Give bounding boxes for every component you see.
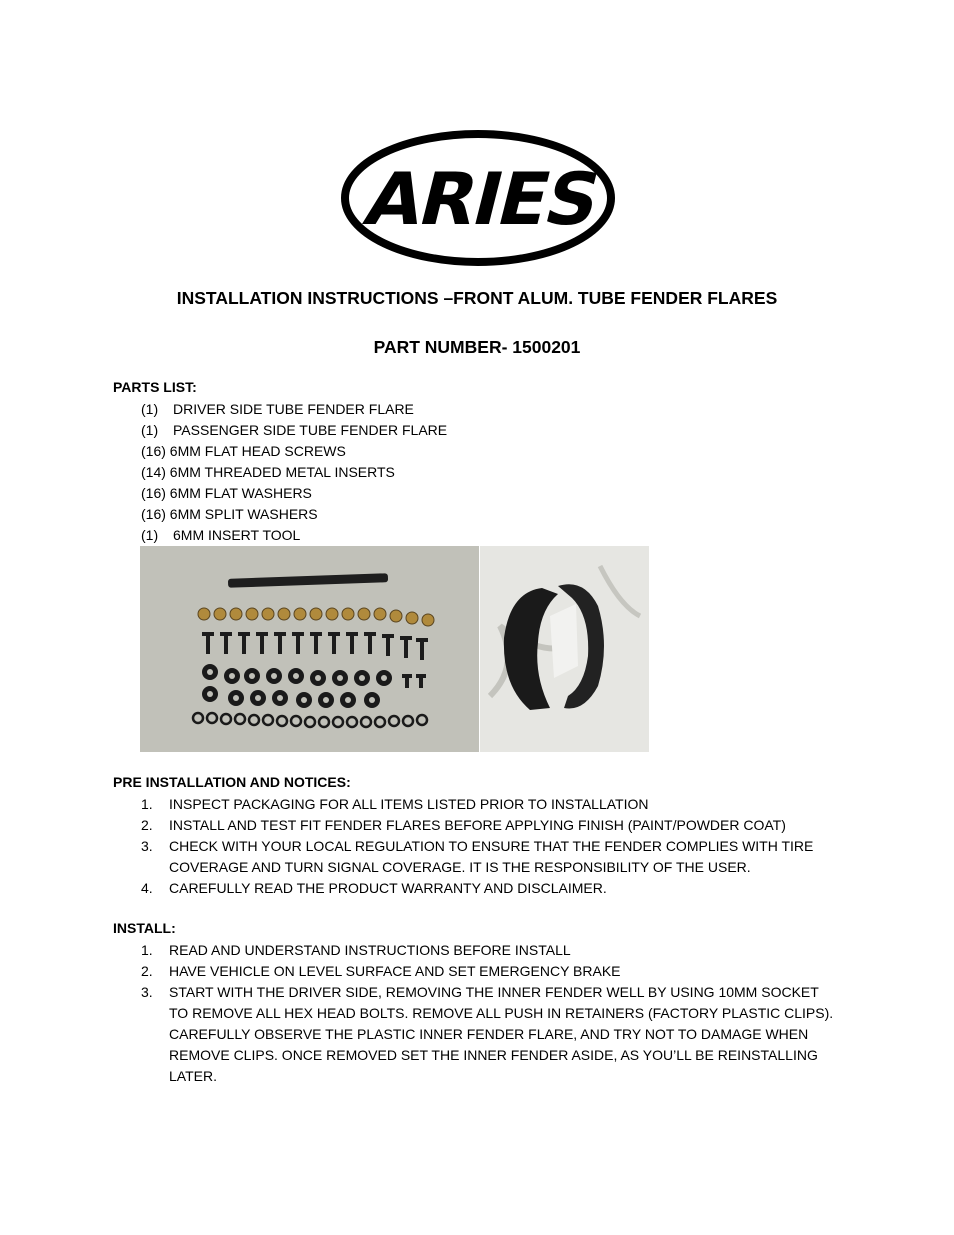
svg-text:ARIES: ARIES [357, 158, 608, 242]
parts-list [141, 399, 447, 546]
parts-list-heading: PARTS LIST: [113, 379, 197, 395]
fender-flare-photo [480, 546, 649, 752]
list-item: 2. INSTALL AND TEST FIT FENDER FLARES BEFORE APPLYING FINISH (PAINT/POWDER COAT) [141, 817, 786, 833]
list-item: 2. HAVE VEHICLE ON LEVEL SURFACE AND SET EMERGENCY BRAKE [141, 963, 621, 979]
list-item: (1) PASSENGER SIDE TUBE FENDER FLARE [141, 422, 448, 438]
document-title: INSTALLATION INSTRUCTIONS –FRONT ALUM. TUBE FENDER FLARES [176, 288, 778, 308]
part-number: PART NUMBER- 1500201 [373, 337, 581, 357]
pre-install-heading: PRE INSTALLATION AND NOTICES: [113, 774, 351, 790]
list-item: 1. READ AND UNDERSTAND INSTRUCTIONS BEFORE INSTALL [141, 942, 571, 958]
list-item: 3. START WITH THE DRIVER SIDE, REMOVING THE INNER FENDER WELL BY USING 10MM SOCKET TO REMOVE ALL HEX HEAD BOLTS. REMOVE ALL PUSH IN RETAINERS (FACTORY PLASTIC CLIPS). CAREFULLY OBSERVE THE PLASTIC INNER FENDER FLARE, AND TRY NOT TO DAMAGE WHEN REMOVE CLIPS. ONCE REMOVED SET THE INNER FENDER ASIDE, AS YOU’LL BE REINSTALLING LATER. [141, 984, 834, 1084]
list-item: (14) 6MM THREADED METAL INSERTS [141, 464, 395, 480]
list-item: (16) 6MM FLAT WASHERS [141, 485, 312, 501]
list-item: (16) 6MM SPLIT WASHERS [141, 506, 318, 522]
list-item: 3. CHECK WITH YOUR LOCAL REGULATION TO ENSURE THAT THE FENDER COMPLIES WITH TIRE COVERAGE AND TURN SIGNAL COVERAGE. IT IS THE RESPONSIBILITY OF THE USER. [141, 838, 814, 875]
pre-install-list [141, 794, 861, 899]
list-item: (1) DRIVER SIDE TUBE FENDER FLARE [141, 401, 414, 417]
aries-logo [340, 128, 616, 268]
list-item: 4. CAREFULLY READ THE PRODUCT WARRANTY AND DISCLAIMER. [141, 880, 607, 896]
install-heading: INSTALL: [113, 920, 176, 936]
list-item: 1. INSPECT PACKAGING FOR ALL ITEMS LISTED PRIOR TO INSTALLATION [141, 796, 649, 812]
list-item: (16) 6MM FLAT HEAD SCREWS [141, 443, 346, 459]
hardware-kit-photo [140, 546, 479, 752]
install-list [141, 940, 861, 1087]
list-item: (1) 6MM INSERT TOOL [141, 527, 301, 543]
